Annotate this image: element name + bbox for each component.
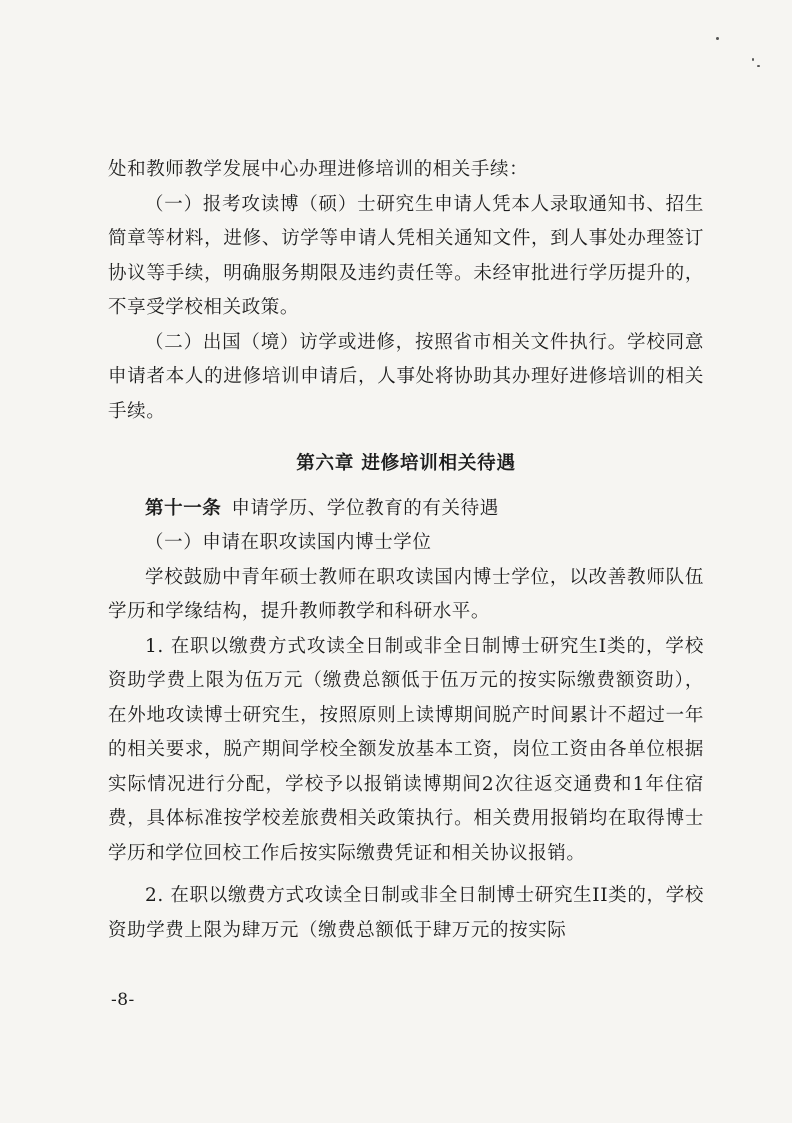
page-number: -8- [111,990,135,1010]
chapter-heading: 第六章 进修培训相关待遇 [296,453,516,474]
scan-speck [752,58,754,61]
article-title: 申请学历、学位教育的有关待遇 [231,497,499,519]
article-label: 第十一条 [145,497,222,519]
section-subtitle: （一）申请在职攻读国内博士学位 [145,532,432,553]
paragraph: 处和教师教学发展中心办理进修培训的相关手续： [108,159,529,180]
scan-speck [757,65,760,67]
article-heading [108,492,704,527]
paragraph: 学校鼓励中青年硕士教师在职攻读国内博士学位，以改善教师队伍学历和学缘结构，提升教师教学和科研水平。 [108,566,704,622]
list-item: 1. 在职以缴费方式攻读全日制或非全日制博士研究生Ⅰ类的，学校资助学费上限为伍万元（缴费总额低于伍万元的按实际缴费额资助），在外地攻读博士研究生，按照原则上读博期间脱产时间累计不超过一年的相关要求，脱产期间学校全额发放基本工资，岗位工资由各单位根据实际情况进行分配，学校予以报销读博期间2次往返交通费和1年住宿费，具体标准按学校差旅费相关政策执行。相关费用报销均在取得博士学历和学位回校工作后按实际缴费凭证和相关协议报销。 [108,635,704,864]
paragraph: （一）报考攻读博（硕）士研究生申请人凭本人录取通知书、招生简章等材料，进修、访学等申请人凭相关通知文件，到人事处办理签订协议等手续，明确服务期限及违约责任等。未经审批进行学历提升的，不享受学校相关政策。 [108,193,704,318]
scan-speck [716,37,719,40]
paragraph: （二）出国（境）访学或进修，按照省市相关文件执行。学校同意申请者本人的进修培训申请后，人事处将协助其办理好进修培训的相关手续。 [108,331,704,422]
list-item: 2. 在职以缴费方式攻读全日制或非全日制博士研究生II类的，学校资助学费上限为肆万元（缴费总额低于肆万元的按实际 [108,885,704,941]
document-body [108,153,704,948]
